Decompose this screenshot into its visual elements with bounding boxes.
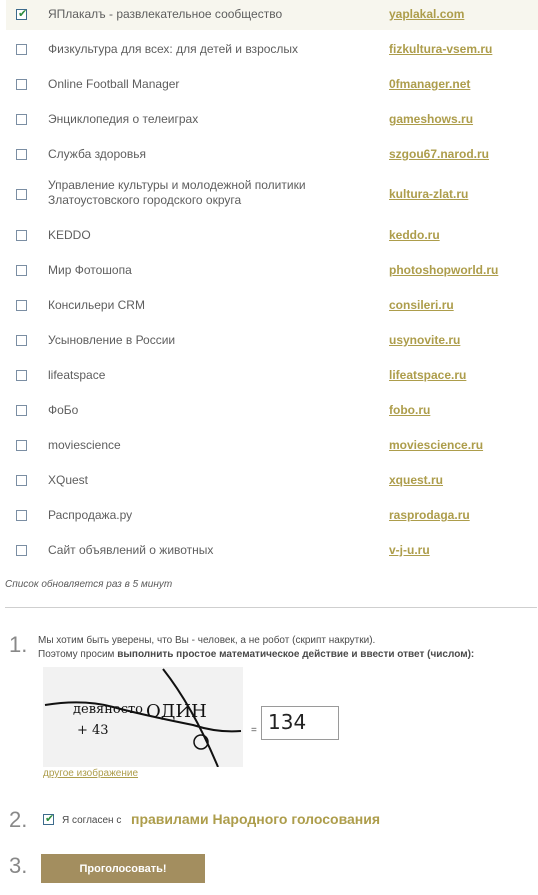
site-name: Мир Фотошопа xyxy=(48,263,132,277)
captcha-word-3: + 43 xyxy=(77,723,109,738)
site-name: Online Football Manager xyxy=(48,77,180,91)
site-name: KEDDO xyxy=(48,228,91,242)
site-checkbox[interactable] xyxy=(16,265,27,276)
site-link[interactable]: kultura-zlat.ru xyxy=(389,187,469,201)
site-row xyxy=(6,137,538,172)
site-name: Энциклопедия о телеиграх xyxy=(48,112,199,126)
site-link[interactable]: usynovite.ru xyxy=(389,333,461,347)
captcha-instructions xyxy=(38,634,536,662)
site-row xyxy=(6,253,538,288)
site-checkbox[interactable] xyxy=(16,440,27,451)
site-row xyxy=(6,323,538,358)
checkmark-icon: ✔ xyxy=(18,7,28,20)
site-link[interactable]: fobo.ru xyxy=(389,403,431,417)
site-checkbox[interactable] xyxy=(16,510,27,521)
site-row xyxy=(6,533,538,568)
site-checkbox[interactable] xyxy=(16,300,27,311)
site-row xyxy=(6,67,538,102)
site-link[interactable]: consileri.ru xyxy=(389,298,454,312)
site-row xyxy=(6,393,538,428)
site-row xyxy=(6,358,538,393)
step-number-1: 1. xyxy=(9,632,28,657)
site-row xyxy=(6,0,538,30)
site-name: moviescience xyxy=(48,438,121,452)
site-name: Сайт объявлений о животных xyxy=(48,543,214,557)
step-number-3: 3. xyxy=(9,853,28,878)
captcha-instructions-line2 xyxy=(38,648,536,662)
site-row xyxy=(6,172,538,218)
site-checkbox[interactable] xyxy=(16,114,27,125)
site-row xyxy=(6,498,538,533)
other-image-link[interactable]: другое изображение xyxy=(43,768,139,779)
divider xyxy=(5,607,537,608)
captcha-instructions-prefix: Поэтому просим xyxy=(38,649,118,660)
site-link[interactable]: v-j-u.ru xyxy=(389,543,430,557)
captcha-word-2: ОДИН xyxy=(146,701,207,722)
site-checkbox[interactable] xyxy=(16,9,27,20)
step-number-2: 2. xyxy=(9,807,28,832)
site-row xyxy=(6,102,538,137)
site-name: ЯПлакалъ - развлекательное сообщество xyxy=(48,7,283,21)
site-name: ФоБо xyxy=(48,403,79,417)
checkmark-icon: ✔ xyxy=(45,812,55,825)
site-checkbox[interactable] xyxy=(16,44,27,55)
site-link[interactable]: fizkultura-vsem.ru xyxy=(389,42,493,56)
captcha-answer-input[interactable]: 134 xyxy=(261,706,339,740)
site-link[interactable]: 0fmanager.net xyxy=(389,77,471,91)
equals-sign: = xyxy=(251,725,257,736)
captcha-instructions-line1: Мы хотим быть уверены, что Вы - человек, а не робот (скрипт накрутки). xyxy=(38,635,376,646)
captcha-drawing xyxy=(43,667,243,767)
site-name: XQuest xyxy=(48,473,89,487)
site-row xyxy=(6,288,538,323)
site-link[interactable]: moviescience.ru xyxy=(389,438,484,452)
agree-checkbox[interactable] xyxy=(43,814,54,825)
vote-button[interactable]: Проголосовать! xyxy=(41,854,205,883)
site-name: Распродажа.ру xyxy=(48,508,133,522)
site-checkbox[interactable] xyxy=(16,335,27,346)
site-link[interactable]: lifeatspace.ru xyxy=(389,368,467,382)
site-checkbox[interactable] xyxy=(16,230,27,241)
site-checkbox[interactable] xyxy=(16,79,27,90)
site-link[interactable]: photoshopworld.ru xyxy=(389,263,499,277)
site-link[interactable]: xquest.ru xyxy=(389,473,444,487)
list-note: Список обновляется раз в 5 минут xyxy=(5,579,173,590)
site-link[interactable]: keddo.ru xyxy=(389,228,440,242)
site-checkbox[interactable] xyxy=(16,189,27,200)
site-row xyxy=(6,218,538,253)
site-link[interactable]: rasprodaga.ru xyxy=(389,508,470,522)
rules-link[interactable]: правилами Народного голосования xyxy=(131,811,381,827)
site-name: Физкультура для всех: для детей и взрослых xyxy=(48,42,299,56)
captcha-instructions-bold: выполнить простое математическое действие и ввести ответ (числом): xyxy=(117,649,475,660)
site-name: Усыновление в России xyxy=(48,333,176,347)
site-link[interactable]: gameshows.ru xyxy=(389,112,474,126)
site-checkbox[interactable] xyxy=(16,545,27,556)
site-name: Служба здоровья xyxy=(48,147,146,161)
captcha-word-1: девяносто xyxy=(73,702,144,717)
site-row xyxy=(6,32,538,67)
agree-label: Я согласен с xyxy=(62,815,122,826)
site-checkbox[interactable] xyxy=(16,370,27,381)
site-link[interactable]: yaplakal.com xyxy=(389,7,465,21)
captcha-image xyxy=(43,667,243,767)
site-name: Консильери CRM xyxy=(48,298,145,312)
site-name: Управление культуры и молодежной политики Златоустовского городского округа xyxy=(48,178,306,207)
site-row xyxy=(6,463,538,498)
site-checkbox[interactable] xyxy=(16,475,27,486)
site-row xyxy=(6,428,538,463)
site-checkbox[interactable] xyxy=(16,149,27,160)
site-name: lifeatspace xyxy=(48,368,106,382)
site-link[interactable]: szgou67.narod.ru xyxy=(389,147,490,161)
site-checkbox[interactable] xyxy=(16,405,27,416)
